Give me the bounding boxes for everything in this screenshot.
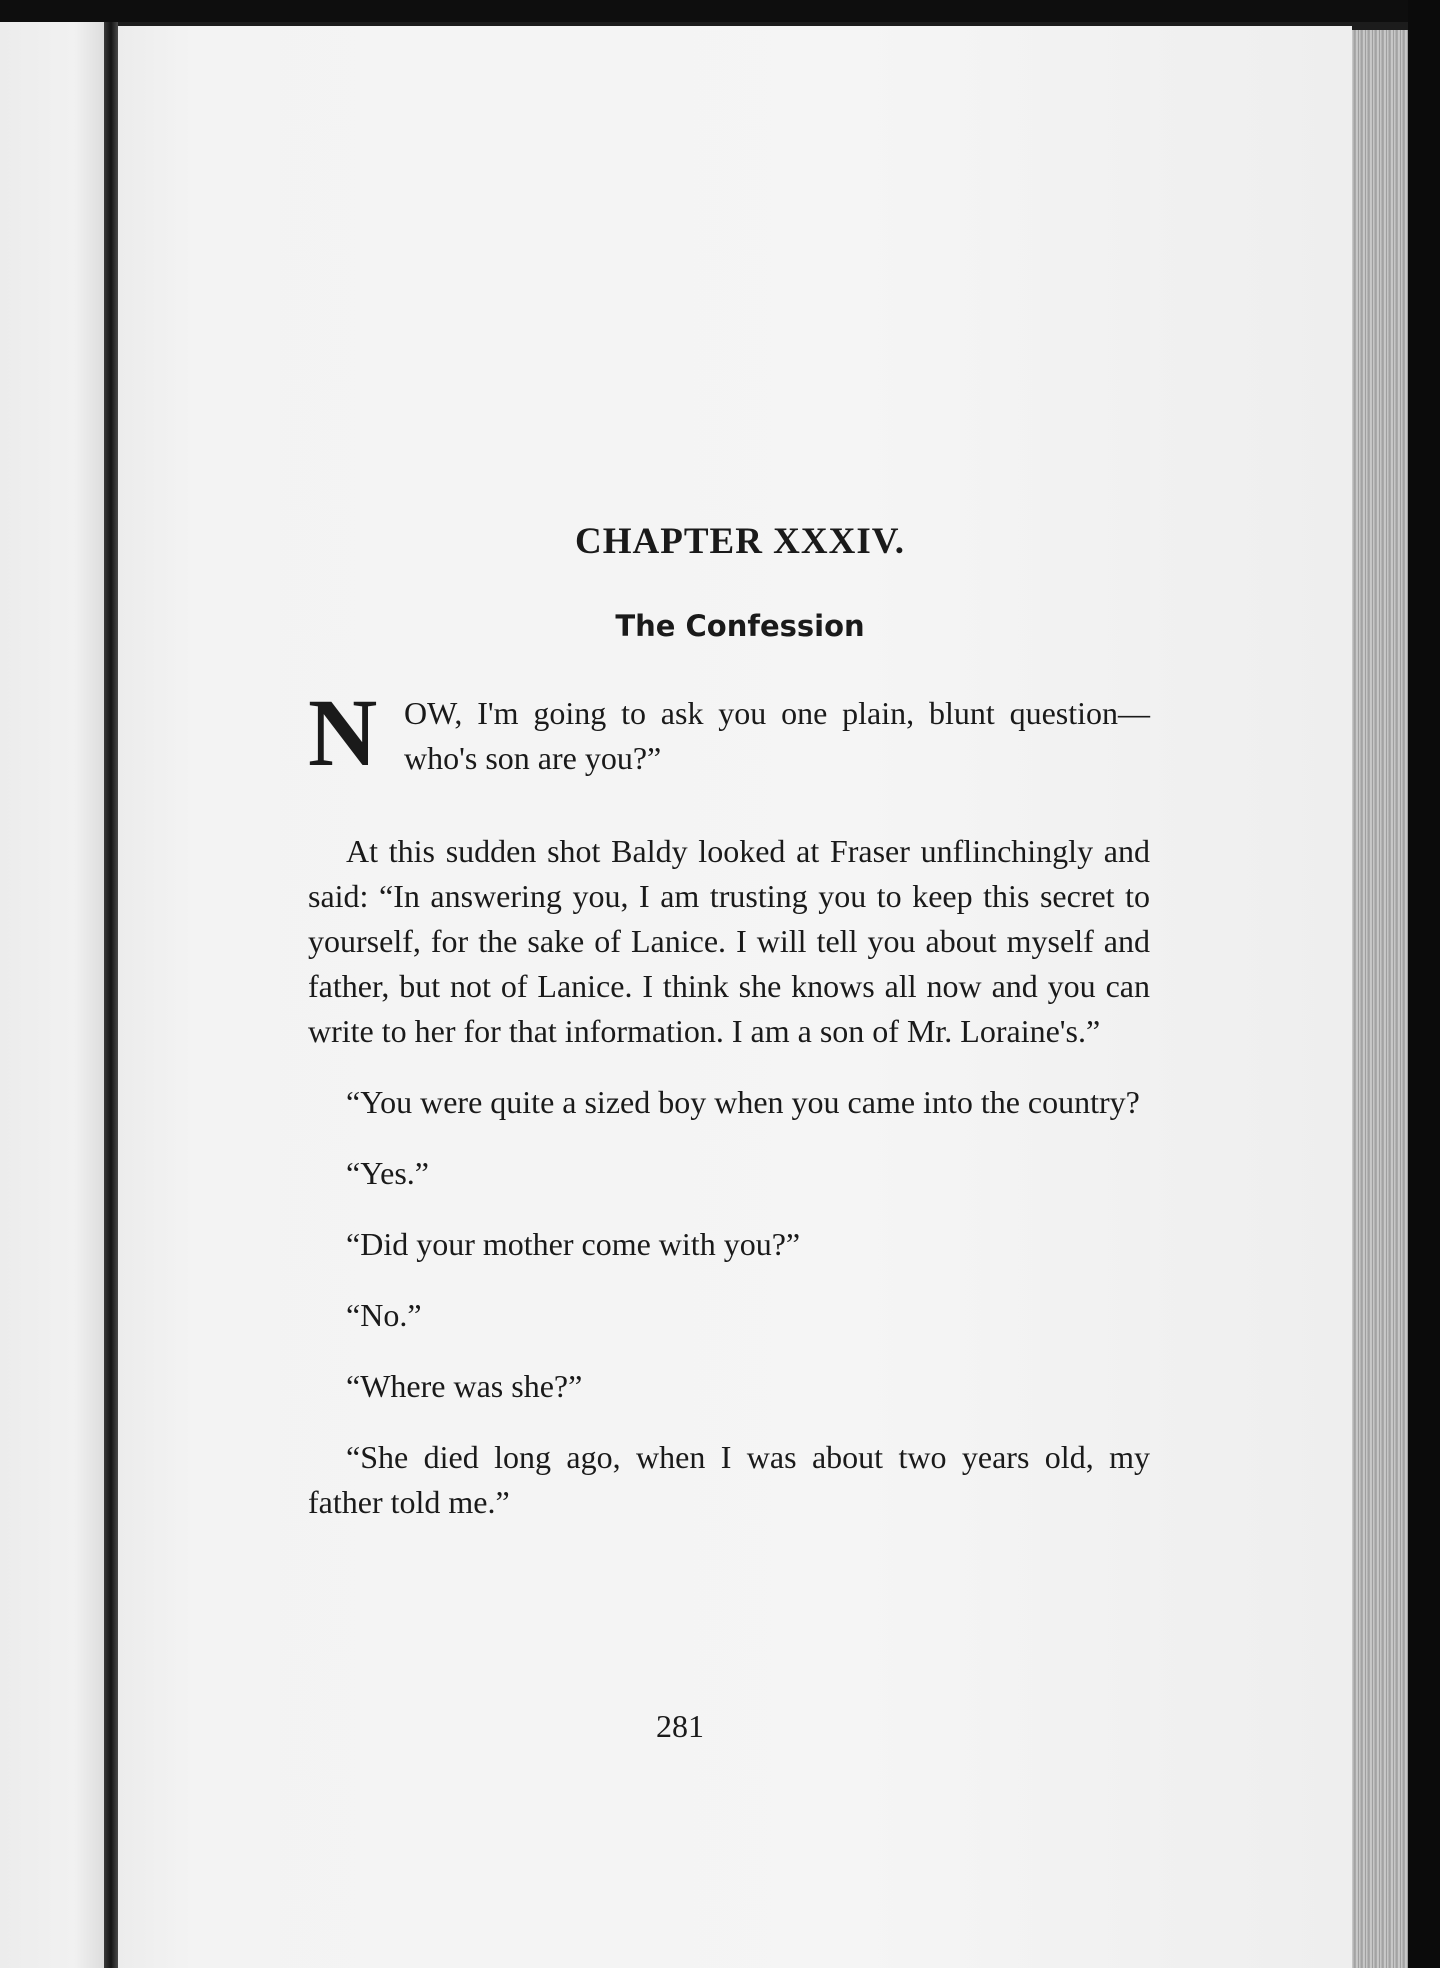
opening-text: OW, I'm going to ask you one plain, blunt question—who's son are you?” [404,695,1150,776]
paragraph: “She died long ago, when I was about two years old, my father told me.” [308,1439,1150,1520]
drop-cap: N [308,679,378,786]
page-text [308,520,1150,1551]
scan-right-border [1408,0,1440,1968]
paragraph: “Where was she?” [346,1368,583,1404]
page-edges [1352,30,1408,1968]
paragraph: “Yes.” [346,1155,429,1191]
book-gutter [104,22,118,1968]
opening-paragraph [308,679,1150,786]
chapter-subtitle: The Confession [615,609,865,643]
left-page [0,22,106,1968]
paragraph: “You were quite a sized boy when you came into the country? [346,1084,1140,1120]
paragraph: “No.” [346,1297,422,1333]
paragraph: “Did your mother come with you?” [346,1226,801,1262]
chapter-heading: CHAPTER XXXIV. [575,521,905,562]
scan-top-border [0,0,1440,22]
page-number: 281 [656,1708,704,1744]
paragraph: At this sudden shot Baldy looked at Fraser unflinchingly and said: “In answering you, I am trusting you to keep this secret to yourself, for the sake of Lanice. I will tell you about myself and father, but not of Lanice. I think she knows all now and you can write to her for that information. I am a son of Mr. Loraine's.” [308,833,1150,1049]
